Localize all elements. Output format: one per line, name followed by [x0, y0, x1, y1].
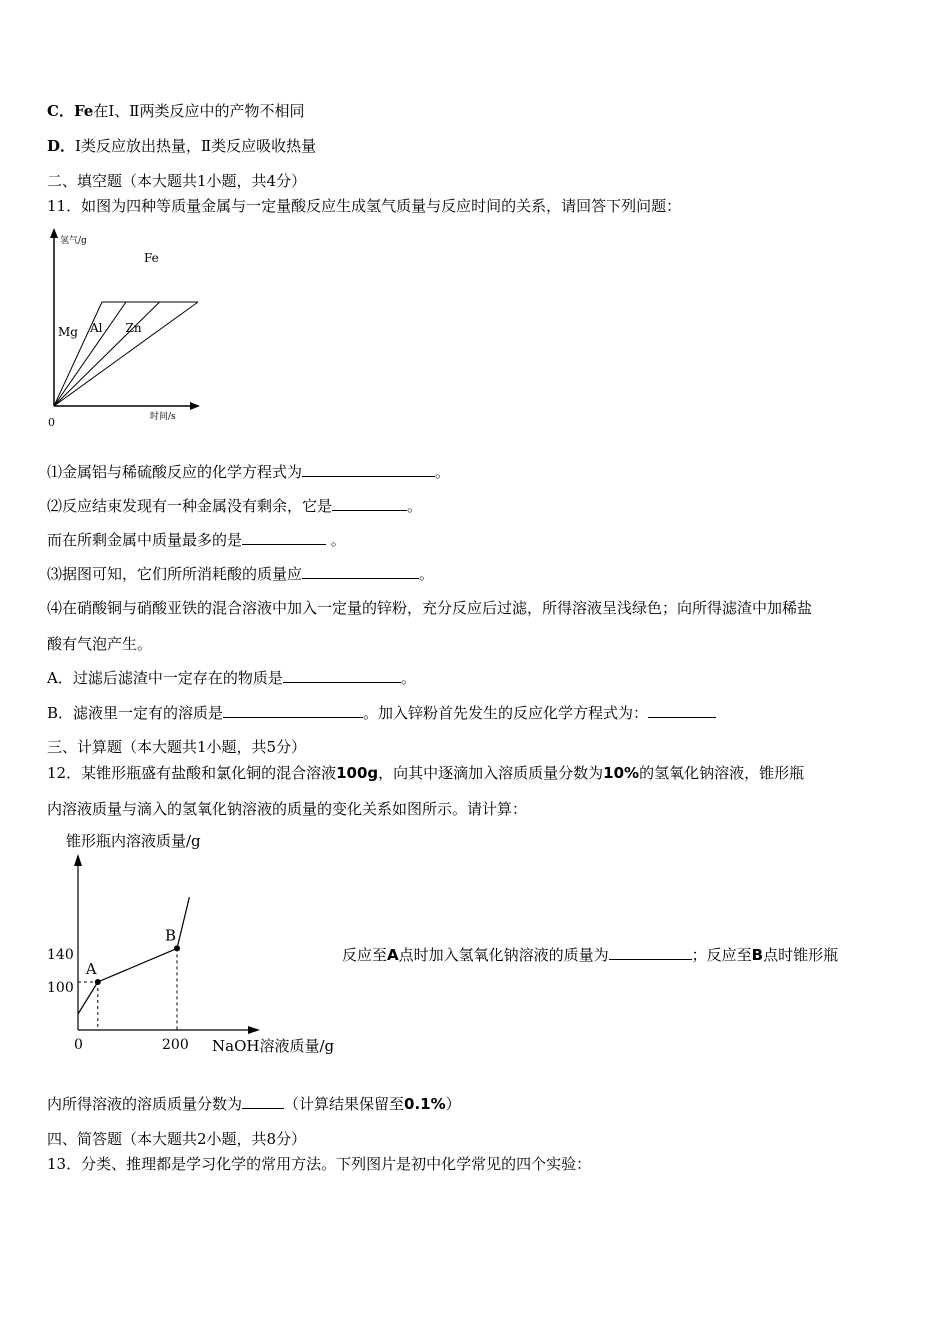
q12-end-blank[interactable]: [242, 1094, 284, 1109]
q11-part4-b: [47, 703, 716, 723]
q12-end-precision: 0.1%: [404, 1095, 446, 1113]
chart2-point-a: [95, 979, 101, 985]
chart2-x-arrow: [248, 1026, 260, 1034]
hydrogen-time-chart: [44, 226, 209, 436]
chart1-x-arrow: [190, 402, 200, 410]
q11-part3-text: ⑶据图可知，它们所所消耗酸的质量应: [47, 565, 303, 583]
q11-part1: [47, 462, 450, 482]
q11-part4-a: [47, 668, 416, 688]
q11-part4-b-blank1[interactable]: [223, 703, 363, 718]
q11-part3-blank[interactable]: [302, 564, 419, 579]
q12-side-text: [342, 945, 838, 965]
q12-end-d: ）: [445, 1095, 461, 1113]
q11-part2b-end: 。: [326, 531, 346, 549]
chart2-point-b: [174, 945, 180, 951]
chart1-label-zn: Zn: [125, 321, 142, 335]
section-3-heading: 三、计算题（本大题共1小题，共5分）: [47, 738, 307, 756]
q11-part2b-blank[interactable]: [242, 530, 326, 545]
section-2-heading: 二、填空题（本大题共1小题，共4分）: [47, 172, 307, 190]
q11-part2-text: ⑵反应结束发现有一种金属没有剩余，它是: [47, 497, 333, 515]
q11-part4-b-mid: 。加入锌粉首先发生的反应化学方程式为：: [363, 704, 649, 722]
q12-percent: 10%: [603, 764, 640, 782]
q11-part4-a-text: A．过滤后滤渣中一定存在的物质是: [47, 669, 283, 687]
chart1-origin-label: 0: [48, 416, 55, 429]
q12-side-a: 反应至: [342, 946, 388, 964]
q11-part4-a-end: 。: [400, 669, 416, 687]
choice-d-label: D．: [47, 137, 76, 155]
q12-side-point-a: A: [387, 946, 399, 964]
q11-part4-a-blank[interactable]: [283, 668, 401, 683]
q11-part4-line2: 酸有气泡产生。: [47, 635, 153, 653]
q11-part4-b-text: B．滤液里一定有的溶质是: [47, 704, 224, 722]
chart2-x-tick-200: 200: [162, 1037, 189, 1053]
q11-part1-end: 。: [435, 463, 451, 481]
q12-side-point-b: B: [751, 946, 764, 964]
choice-d: [47, 136, 316, 156]
question-11: 11．如图为四种等质量金属与一定量酸反应生成氢气质量与反应时间的关系，请回答下列问题：: [47, 197, 682, 215]
chart2-x-tick-0: 0: [74, 1037, 83, 1053]
choice-c-fe: Fe: [73, 102, 94, 120]
question-13: 13．分类、推理都是学习化学的常用方法。下列图片是初中化学常见的四个实验：: [47, 1155, 592, 1173]
chart1-ylabel: 氢气/g: [60, 236, 87, 246]
chart1-label-al: Al: [90, 321, 103, 335]
chart2-point-label-a: A: [85, 960, 97, 978]
choice-c-label: C．: [47, 102, 74, 120]
choice-d-text: Ⅰ类反应放出热量，Ⅱ类反应吸收热量: [75, 137, 317, 155]
q12-text-e: 的氢氧化钠溶液，锥形瓶: [639, 764, 805, 782]
choice-c-text: 在Ⅰ、Ⅱ两类反应中的产物不相同: [93, 102, 305, 120]
chart1-xlabel: 时间/s: [150, 412, 176, 422]
q12-end-b: （计算结果保留至: [284, 1095, 405, 1113]
chart1-y-arrow: [50, 228, 58, 238]
q12-end-line: [47, 1094, 461, 1114]
q11-part4-b-blank2[interactable]: [648, 703, 716, 718]
q12-side-f: 点时锥形瓶: [763, 946, 839, 964]
q11-part1-blank[interactable]: [302, 462, 435, 477]
chart2-xlabel: NaOH溶液质量/g: [212, 1037, 335, 1055]
chart2-series-line: [78, 897, 189, 1014]
q12-side-d: ；反应至: [691, 946, 752, 964]
q11-part2-end: 。: [407, 497, 423, 515]
choice-c: [47, 101, 304, 121]
q11-part3-end: 。: [419, 565, 435, 583]
chart2-y-tick-100: 100: [47, 980, 74, 996]
chart2-y-arrow: [74, 854, 82, 866]
q12-side-blank[interactable]: [609, 945, 692, 960]
q11-part2-blank[interactable]: [332, 496, 407, 511]
solution-mass-chart: [44, 826, 344, 1060]
chart1-label-fe: Fe: [144, 251, 159, 265]
chart2-ylabel: 锥形瓶内溶液质量/g: [66, 832, 201, 850]
chart1-label-mg: Mg: [58, 325, 78, 339]
section-4-heading: 四、简答题（本大题共2小题，共8分）: [47, 1130, 307, 1148]
q12-text-c: ，向其中逐滴加入溶质质量分数为: [378, 764, 604, 782]
q11-part1-text: ⑴金属铝与稀硫酸反应的化学方程式为: [47, 463, 303, 481]
q11-part2b: [47, 530, 346, 550]
question-12-line2: 内溶液质量与滴入的氢氧化钠溶液的质量的变化关系如图所示。请计算：: [47, 800, 528, 818]
chart2-point-label-b: B: [165, 926, 177, 945]
q11-part2: [47, 496, 422, 516]
q12-side-c: 点时加入氢氧化钠溶液的质量为: [398, 946, 609, 964]
question-12-line1: [47, 763, 804, 783]
q12-end-a: 内所得溶液的溶质质量分数为: [47, 1095, 243, 1113]
q12-text-a: 12．某锥形瓶盛有盐酸和氯化铜的混合溶液: [47, 764, 337, 782]
q11-part3: [47, 564, 434, 584]
q12-mass: 100g: [336, 764, 379, 782]
chart1-series-fe: [54, 302, 198, 406]
chart2-y-tick-140: 140: [47, 947, 74, 963]
q11-part2b-text: 而在所剩金属中质量最多的是: [47, 531, 243, 549]
q11-part4-line1: ⑷在硝酸铜与硝酸亚铁的混合溶液中加入一定量的锌粉，充分反应后过滤，所得溶液呈浅绿色；向所得滤渣中加稀盐: [47, 599, 813, 617]
